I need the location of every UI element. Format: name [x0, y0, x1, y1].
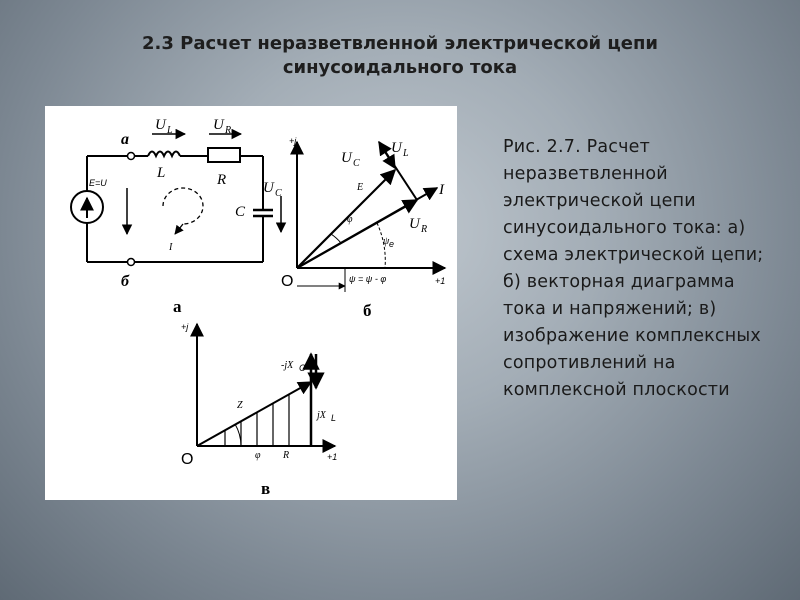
- imp-origin: O: [181, 451, 194, 468]
- caption-v: в: [261, 479, 271, 498]
- inductor-label: L: [157, 165, 166, 181]
- impedance-diagram: [181, 322, 337, 498]
- vector-diagram: [281, 136, 445, 320]
- resistor-label: R: [217, 172, 227, 188]
- figure-image: [45, 106, 457, 500]
- vd-e-label: E: [357, 182, 364, 193]
- vd-psi-sub: e: [389, 239, 395, 249]
- uc-label: U: [263, 180, 274, 196]
- capacitor-label: C: [235, 204, 246, 220]
- current-label: I: [169, 242, 173, 253]
- ul-sub: L: [167, 125, 173, 136]
- imp-z-label: Z: [237, 400, 243, 411]
- vd-bottom-formula: ψ = ψ - φ: [349, 274, 387, 284]
- ul-label: U: [155, 117, 166, 133]
- vd-axis-imag: +j: [289, 136, 297, 146]
- ur-vector: [297, 200, 417, 268]
- slide-title: [0, 32, 800, 80]
- resistor-symbol: [208, 148, 240, 162]
- vd-ur-label: U: [409, 216, 420, 232]
- node-b-label: б: [121, 273, 129, 290]
- imp-jxl-sub: L: [331, 413, 337, 423]
- node-a-label: a: [121, 131, 129, 148]
- z-vector: [197, 382, 311, 446]
- imp-axis-imag: +j: [181, 322, 189, 332]
- circuit-diagram: [71, 117, 282, 316]
- figure-caption: Рис. 2.7. Расчет неразветвленной электрической цепи синусоидального тока: а) схема электрической цепи; б) векторная диаграмма тока и напряжений; в) изображение комплексных сопротивлений на комплексной плоскости: [503, 137, 764, 400]
- vd-i-label: I: [439, 182, 444, 198]
- vd-ul-label: U: [391, 140, 402, 156]
- imp-jxc-sub: C: [299, 363, 306, 373]
- title-line-2: синусоидального тока: [282, 57, 518, 78]
- e-vector: [297, 170, 395, 268]
- terminal-b-bottom: [128, 259, 135, 266]
- caption-b: б: [363, 301, 372, 320]
- vd-origin: O: [281, 273, 294, 290]
- imp-phi-label: φ: [255, 450, 261, 461]
- vd-axis-real: +1: [435, 276, 446, 286]
- vd-uc-sub: C: [353, 158, 360, 169]
- ur-label: U: [213, 117, 224, 133]
- title-line-1: 2.3 Расчет неразветвленной электрической цепи: [142, 33, 658, 54]
- caption-a: а: [173, 297, 182, 316]
- figure-svg: [45, 106, 457, 500]
- vd-ul-sub: L: [403, 148, 409, 159]
- terminal-a-top: [128, 153, 135, 160]
- imp-jxc-label: -jX: [281, 360, 294, 371]
- inductor-symbol: [148, 152, 180, 157]
- vd-psi-label: ψ: [383, 236, 390, 247]
- vd-uc-label: U: [341, 150, 352, 166]
- imp-jxl-label: jX: [317, 410, 326, 421]
- imp-r-label: R: [283, 450, 290, 461]
- uc-sub: C: [275, 188, 282, 199]
- imp-axis-real: +1: [327, 452, 338, 462]
- vd-ur-sub: R: [421, 224, 428, 235]
- source-label: E=U: [89, 178, 107, 188]
- vd-phi-label: φ: [347, 214, 353, 225]
- ur-sub: R: [225, 125, 232, 136]
